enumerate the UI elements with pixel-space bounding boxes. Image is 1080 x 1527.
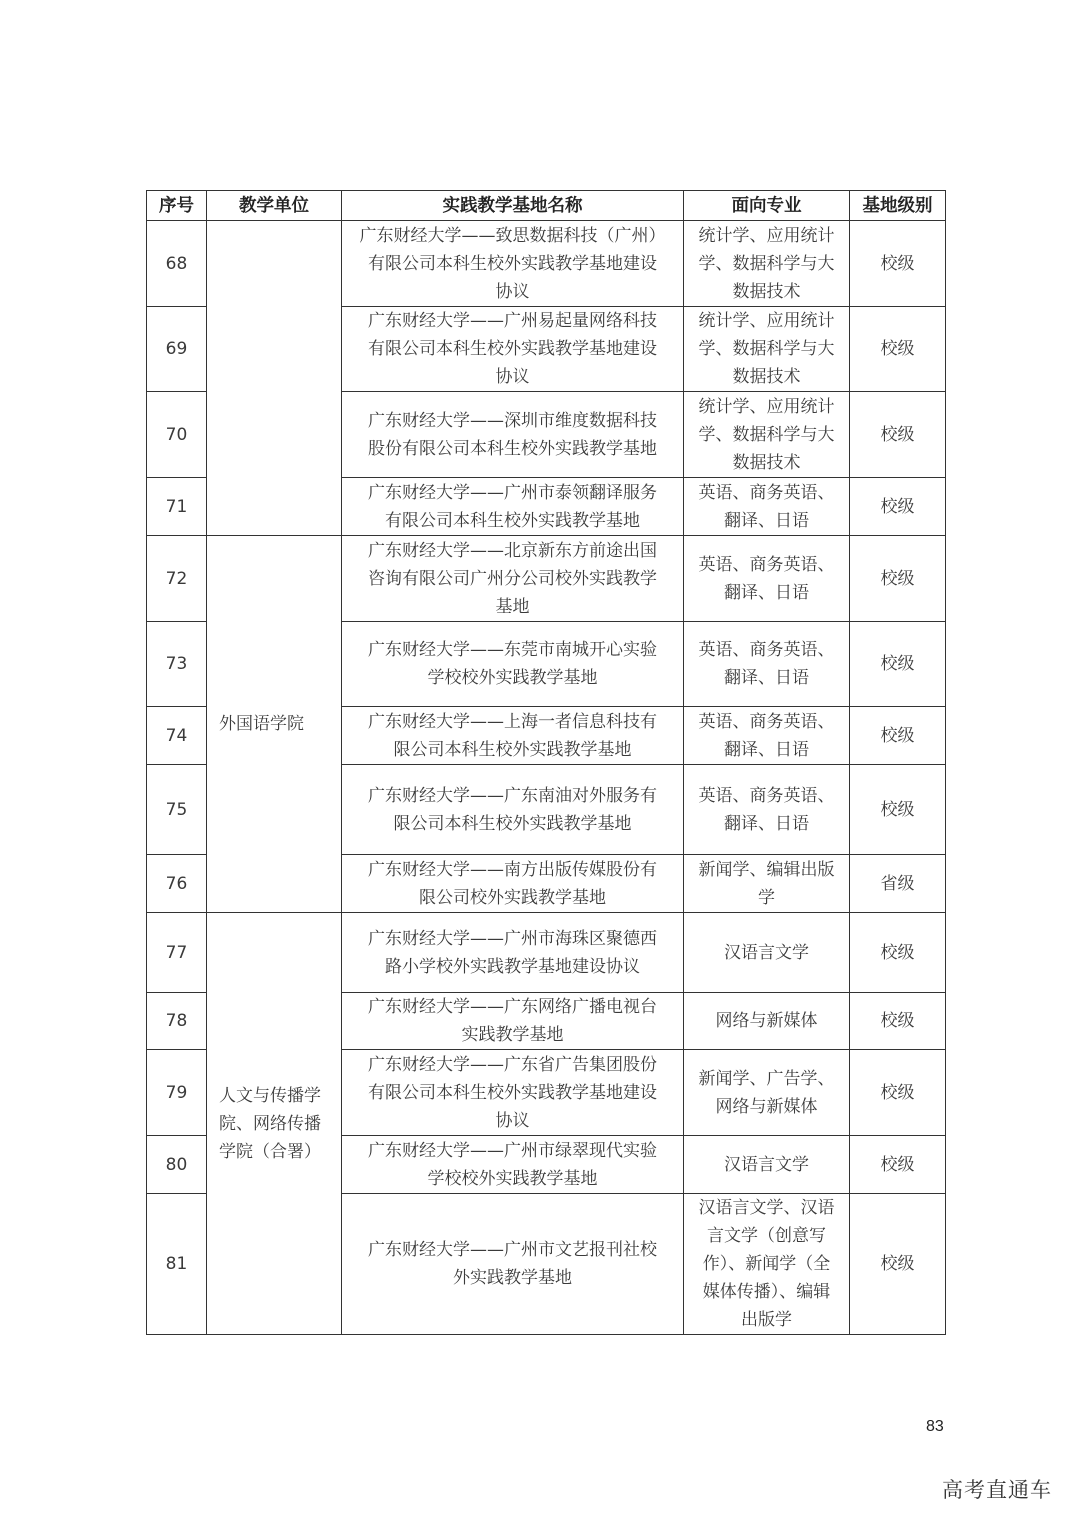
base-level: 校级 bbox=[850, 1136, 946, 1194]
target-major: 英语、商务英语、 翻译、日语 bbox=[684, 707, 850, 765]
target-major: 新闻学、广告学、 网络与新媒体 bbox=[684, 1050, 850, 1136]
base-name: 广东财经大学——东莞市南城开心实验 学校校外实践教学基地 bbox=[342, 622, 684, 707]
target-major: 英语、商务英语、 翻译、日语 bbox=[684, 622, 850, 707]
base-name: 广东财经大学——致思数据科技（广州） 有限公司本科生校外实践教学基地建设 协议 bbox=[342, 221, 684, 307]
target-major: 新闻学、编辑出版 学 bbox=[684, 855, 850, 913]
row-number: 75 bbox=[147, 765, 207, 855]
base-level: 校级 bbox=[850, 307, 946, 392]
header-unit: 教学单位 bbox=[207, 191, 342, 221]
row-number: 76 bbox=[147, 855, 207, 913]
teaching-unit: 外国语学院 bbox=[207, 536, 342, 913]
row-number: 68 bbox=[147, 221, 207, 307]
header-no: 序号 bbox=[147, 191, 207, 221]
base-level: 校级 bbox=[850, 993, 946, 1050]
teaching-unit bbox=[207, 221, 342, 536]
target-major: 统计学、应用统计 学、数据科学与大 数据技术 bbox=[684, 392, 850, 478]
target-major: 汉语言文学、汉语 言文学（创意写 作）、新闻学（全 媒体传播）、编辑 出版学 bbox=[684, 1194, 850, 1335]
base-name: 广东财经大学——南方出版传媒股份有 限公司校外实践教学基地 bbox=[342, 855, 684, 913]
base-level: 校级 bbox=[850, 536, 946, 622]
header-level: 基地级别 bbox=[850, 191, 946, 221]
target-major: 统计学、应用统计 学、数据科学与大 数据技术 bbox=[684, 307, 850, 392]
base-level: 校级 bbox=[850, 622, 946, 707]
table-row bbox=[147, 221, 946, 307]
base-level: 校级 bbox=[850, 765, 946, 855]
row-number: 80 bbox=[147, 1136, 207, 1194]
base-level: 省级 bbox=[850, 855, 946, 913]
header-base-name: 实践教学基地名称 bbox=[342, 191, 684, 221]
table-row bbox=[147, 913, 946, 993]
target-major: 汉语言文学 bbox=[684, 1136, 850, 1194]
base-name: 广东财经大学——广州易起量网络科技 有限公司本科生校外实践教学基地建设 协议 bbox=[342, 307, 684, 392]
base-name: 广东财经大学——北京新东方前途出国 咨询有限公司广州分公司校外实践教学 基地 bbox=[342, 536, 684, 622]
base-name: 广东财经大学——广州市文艺报刊社校 外实践教学基地 bbox=[342, 1194, 684, 1335]
base-level: 校级 bbox=[850, 1194, 946, 1335]
row-number: 78 bbox=[147, 993, 207, 1050]
teaching-unit: 人文与传播学 院、网络传播 学院（合署） bbox=[207, 913, 342, 1335]
row-number: 77 bbox=[147, 913, 207, 993]
base-name: 广东财经大学——广州市泰领翻译服务 有限公司本科生校外实践教学基地 bbox=[342, 478, 684, 536]
watermark: 高考直通车 bbox=[942, 1478, 1052, 1502]
target-major: 汉语言文学 bbox=[684, 913, 850, 993]
row-number: 81 bbox=[147, 1194, 207, 1335]
target-major: 网络与新媒体 bbox=[684, 993, 850, 1050]
page-number: 83 bbox=[926, 1418, 944, 1435]
base-name: 广东财经大学——上海一者信息科技有 限公司本科生校外实践教学基地 bbox=[342, 707, 684, 765]
header-major: 面向专业 bbox=[684, 191, 850, 221]
row-number: 70 bbox=[147, 392, 207, 478]
target-major: 统计学、应用统计 学、数据科学与大 数据技术 bbox=[684, 221, 850, 307]
table-row bbox=[147, 536, 946, 622]
base-name: 广东财经大学——广州市海珠区聚德西 路小学校外实践教学基地建设协议 bbox=[342, 913, 684, 993]
target-major: 英语、商务英语、 翻译、日语 bbox=[684, 765, 850, 855]
target-major: 英语、商务英语、 翻译、日语 bbox=[684, 478, 850, 536]
base-level: 校级 bbox=[850, 913, 946, 993]
row-number: 69 bbox=[147, 307, 207, 392]
base-level: 校级 bbox=[850, 1050, 946, 1136]
base-name: 广东财经大学——广东省广告集团股份 有限公司本科生校外实践教学基地建设 协议 bbox=[342, 1050, 684, 1136]
target-major: 英语、商务英语、 翻译、日语 bbox=[684, 536, 850, 622]
base-level: 校级 bbox=[850, 221, 946, 307]
base-level: 校级 bbox=[850, 478, 946, 536]
practice-base-table bbox=[146, 190, 946, 1335]
table-header-row bbox=[147, 191, 946, 221]
base-name: 广东财经大学——深圳市维度数据科技 股份有限公司本科生校外实践教学基地 bbox=[342, 392, 684, 478]
base-name: 广东财经大学——广东南油对外服务有 限公司本科生校外实践教学基地 bbox=[342, 765, 684, 855]
base-name: 广东财经大学——广州市绿翠现代实验 学校校外实践教学基地 bbox=[342, 1136, 684, 1194]
row-number: 71 bbox=[147, 478, 207, 536]
base-level: 校级 bbox=[850, 707, 946, 765]
row-number: 74 bbox=[147, 707, 207, 765]
base-level: 校级 bbox=[850, 392, 946, 478]
row-number: 72 bbox=[147, 536, 207, 622]
row-number: 79 bbox=[147, 1050, 207, 1136]
base-name: 广东财经大学——广东网络广播电视台 实践教学基地 bbox=[342, 993, 684, 1050]
row-number: 73 bbox=[147, 622, 207, 707]
